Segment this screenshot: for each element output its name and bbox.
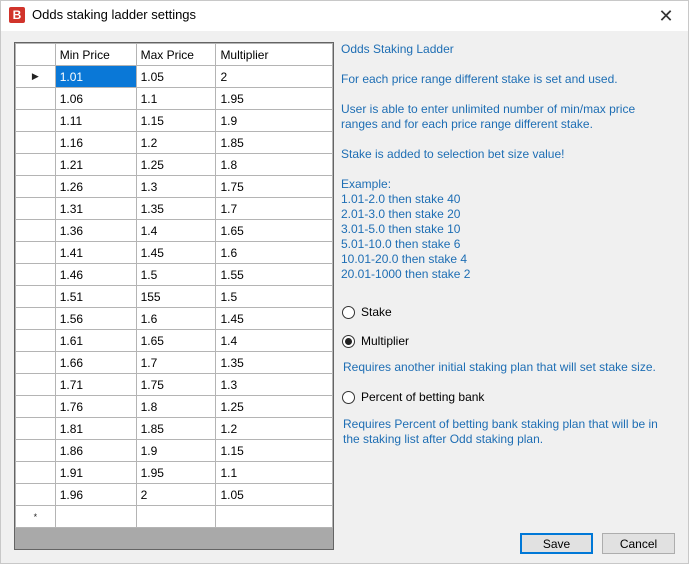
multiplier-note: Requires another initial staking plan that will set stake size.	[343, 360, 656, 374]
row-header[interactable]	[16, 242, 56, 264]
percent-radio[interactable]	[342, 391, 355, 404]
title-bar	[1, 1, 688, 31]
table-row[interactable]	[16, 176, 333, 198]
example-line: 20.01-1000 then stake 2	[341, 267, 471, 281]
info-paragraph-unlimited: User is able to enter unlimited number of min/max price ranges and for each price range different stake.	[341, 102, 636, 131]
max-price-cell[interactable]: 155	[136, 286, 216, 308]
row-header[interactable]	[16, 440, 56, 462]
min-price-cell[interactable]: 1.46	[55, 264, 136, 286]
row-header[interactable]	[16, 154, 56, 176]
table-row[interactable]	[16, 308, 333, 330]
examples-block	[341, 177, 671, 282]
max-price-cell[interactable]: 1.85	[136, 418, 216, 440]
min-price-cell[interactable]: 1.01	[55, 66, 136, 88]
row-header[interactable]	[16, 352, 56, 374]
close-icon: ✕	[658, 5, 674, 26]
min-price-cell[interactable]: 1.86	[55, 440, 136, 462]
max-price-cell[interactable]: 1.45	[136, 242, 216, 264]
min-price-cell[interactable]: 1.56	[55, 308, 136, 330]
multiplier-radio-option[interactable]	[342, 334, 409, 348]
min-price-cell[interactable]	[55, 506, 136, 528]
row-header[interactable]	[16, 88, 56, 110]
table-row[interactable]	[16, 352, 333, 374]
max-price-cell[interactable]: 1.1	[136, 88, 216, 110]
min-price-cell[interactable]: 1.21	[55, 154, 136, 176]
table-row[interactable]	[16, 66, 333, 88]
max-price-cell[interactable]: 1.15	[136, 110, 216, 132]
min-price-cell[interactable]: 1.76	[55, 396, 136, 418]
min-price-cell[interactable]: 1.31	[55, 198, 136, 220]
max-price-cell[interactable]: 1.25	[136, 154, 216, 176]
table-row[interactable]	[16, 440, 333, 462]
max-price-cell[interactable]: 1.8	[136, 396, 216, 418]
header-row	[16, 44, 333, 66]
example-line: 1.01-2.0 then stake 40	[341, 192, 461, 206]
max-price-cell[interactable]: 1.75	[136, 374, 216, 396]
row-header-corner	[16, 44, 56, 66]
multiplier-cell[interactable]: 1.35	[216, 352, 333, 374]
example-line: 2.01-3.0 then stake 20	[341, 207, 461, 221]
ladder-grid[interactable]	[14, 42, 334, 550]
min-price-cell[interactable]: 1.91	[55, 462, 136, 484]
row-header[interactable]	[16, 286, 56, 308]
table-row[interactable]	[16, 374, 333, 396]
multiplier-cell[interactable]: 1.5	[216, 286, 333, 308]
ladder-table	[15, 43, 333, 528]
min-price-cell[interactable]: 1.41	[55, 242, 136, 264]
multiplier-cell[interactable]: 1.15	[216, 440, 333, 462]
multiplier-cell[interactable]: 1.55	[216, 264, 333, 286]
min-price-cell[interactable]: 1.81	[55, 418, 136, 440]
multiplier-cell[interactable]: 1.05	[216, 484, 333, 506]
table-row[interactable]	[16, 132, 333, 154]
multiplier-cell[interactable]: 2	[216, 66, 333, 88]
multiplier-cell[interactable]: 1.8	[216, 154, 333, 176]
min-price-cell[interactable]: 1.71	[55, 374, 136, 396]
row-header[interactable]	[16, 374, 56, 396]
cancel-button[interactable]: Cancel	[602, 533, 675, 554]
max-price-cell[interactable]: 1.5	[136, 264, 216, 286]
multiplier-cell[interactable]: 1.95	[216, 88, 333, 110]
row-header[interactable]	[16, 176, 56, 198]
example-label: Example:	[341, 177, 392, 191]
max-price-cell[interactable]: 1.65	[136, 330, 216, 352]
min-price-cell[interactable]: 1.06	[55, 88, 136, 110]
app-logo-icon: B	[9, 7, 25, 23]
table-row[interactable]	[16, 286, 333, 308]
save-button[interactable]: Save	[520, 533, 593, 554]
row-header[interactable]	[16, 308, 56, 330]
table-row[interactable]	[16, 264, 333, 286]
row-header[interactable]	[16, 396, 56, 418]
info-paragraph-stake-added: Stake is added to selection bet size value!	[341, 147, 565, 161]
min-price-cell[interactable]: 1.61	[55, 330, 136, 352]
multiplier-cell[interactable]: 1.3	[216, 374, 333, 396]
min-price-cell[interactable]: 1.11	[55, 110, 136, 132]
multiplier-cell[interactable]: 1.65	[216, 220, 333, 242]
multiplier-cell[interactable]: 1.75	[216, 176, 333, 198]
table-row[interactable]	[16, 110, 333, 132]
max-price-cell[interactable]: 1.35	[136, 198, 216, 220]
new-row[interactable]	[16, 506, 333, 528]
row-header[interactable]	[16, 330, 56, 352]
max-price-cell[interactable]: 1.4	[136, 220, 216, 242]
row-header[interactable]	[16, 462, 56, 484]
min-price-cell[interactable]: 1.51	[55, 286, 136, 308]
multiplier-cell[interactable]	[216, 506, 333, 528]
info-paragraph-ranges: For each price range different stake is set and used.	[341, 72, 618, 86]
stake-radio[interactable]	[342, 306, 355, 319]
multiplier-cell[interactable]: 1.7	[216, 198, 333, 220]
column-header-min-price[interactable]: Min Price	[55, 44, 136, 66]
example-line: 3.01-5.0 then stake 10	[341, 222, 461, 236]
row-header[interactable]	[16, 110, 56, 132]
max-price-cell[interactable]: 1.2	[136, 132, 216, 154]
table-row[interactable]	[16, 418, 333, 440]
row-header[interactable]	[16, 132, 56, 154]
multiplier-cell[interactable]: 1.45	[216, 308, 333, 330]
max-price-cell[interactable]: 1.95	[136, 462, 216, 484]
max-price-cell[interactable]: 1.7	[136, 352, 216, 374]
table-row[interactable]	[16, 154, 333, 176]
new-row-marker-icon[interactable]: *	[16, 506, 56, 528]
multiplier-cell[interactable]: 1.6	[216, 242, 333, 264]
table-row[interactable]	[16, 484, 333, 506]
multiplier-cell[interactable]: 1.25	[216, 396, 333, 418]
info-panel	[341, 42, 671, 282]
min-price-cell[interactable]: 1.96	[55, 484, 136, 506]
max-price-cell[interactable]: 1.6	[136, 308, 216, 330]
multiplier-radio-label: Multiplier	[361, 334, 410, 348]
percent-radio-label: Percent of betting bank	[361, 390, 485, 404]
multiplier-cell[interactable]: 1.2	[216, 418, 333, 440]
column-header-multiplier[interactable]: Multiplier	[216, 44, 333, 66]
stake-radio-option[interactable]	[342, 305, 392, 319]
table-row[interactable]	[16, 220, 333, 242]
stake-radio-label: Stake	[361, 305, 392, 319]
close-button[interactable]	[644, 1, 688, 31]
table-row[interactable]	[16, 88, 333, 110]
min-price-cell[interactable]: 1.36	[55, 220, 136, 242]
multiplier-cell[interactable]: 1.4	[216, 330, 333, 352]
multiplier-cell[interactable]: 1.9	[216, 110, 333, 132]
window-title: Odds staking ladder settings	[32, 7, 197, 22]
row-header[interactable]	[16, 220, 56, 242]
max-price-cell[interactable]: 2	[136, 484, 216, 506]
max-price-cell[interactable]: 1.9	[136, 440, 216, 462]
info-heading: Odds Staking Ladder	[341, 42, 454, 56]
grid-body	[16, 66, 333, 528]
current-row-indicator-icon[interactable]: ▶	[16, 66, 56, 88]
multiplier-cell[interactable]: 1.85	[216, 132, 333, 154]
table-row[interactable]	[16, 330, 333, 352]
row-header[interactable]	[16, 264, 56, 286]
multiplier-cell[interactable]: 1.1	[216, 462, 333, 484]
row-header[interactable]	[16, 418, 56, 440]
min-price-cell[interactable]: 1.26	[55, 176, 136, 198]
min-price-cell[interactable]: 1.66	[55, 352, 136, 374]
min-price-cell[interactable]: 1.16	[55, 132, 136, 154]
table-row[interactable]	[16, 242, 333, 264]
example-line: 10.01-20.0 then stake 4	[341, 252, 468, 266]
column-header-max-price[interactable]: Max Price	[136, 44, 216, 66]
example-line: 5.01-10.0 then stake 6	[341, 237, 461, 251]
table-row[interactable]	[16, 396, 333, 418]
max-price-cell[interactable]: 1.05	[136, 66, 216, 88]
max-price-cell[interactable]	[136, 506, 216, 528]
percent-radio-option[interactable]	[342, 390, 484, 404]
table-row[interactable]	[16, 198, 333, 220]
max-price-cell[interactable]: 1.3	[136, 176, 216, 198]
percent-note: Requires Percent of betting bank staking plan that will be in the staking list after Odd staking plan.	[343, 417, 658, 446]
table-row[interactable]	[16, 462, 333, 484]
multiplier-radio[interactable]	[342, 335, 355, 348]
row-header[interactable]	[16, 198, 56, 220]
row-header[interactable]	[16, 484, 56, 506]
